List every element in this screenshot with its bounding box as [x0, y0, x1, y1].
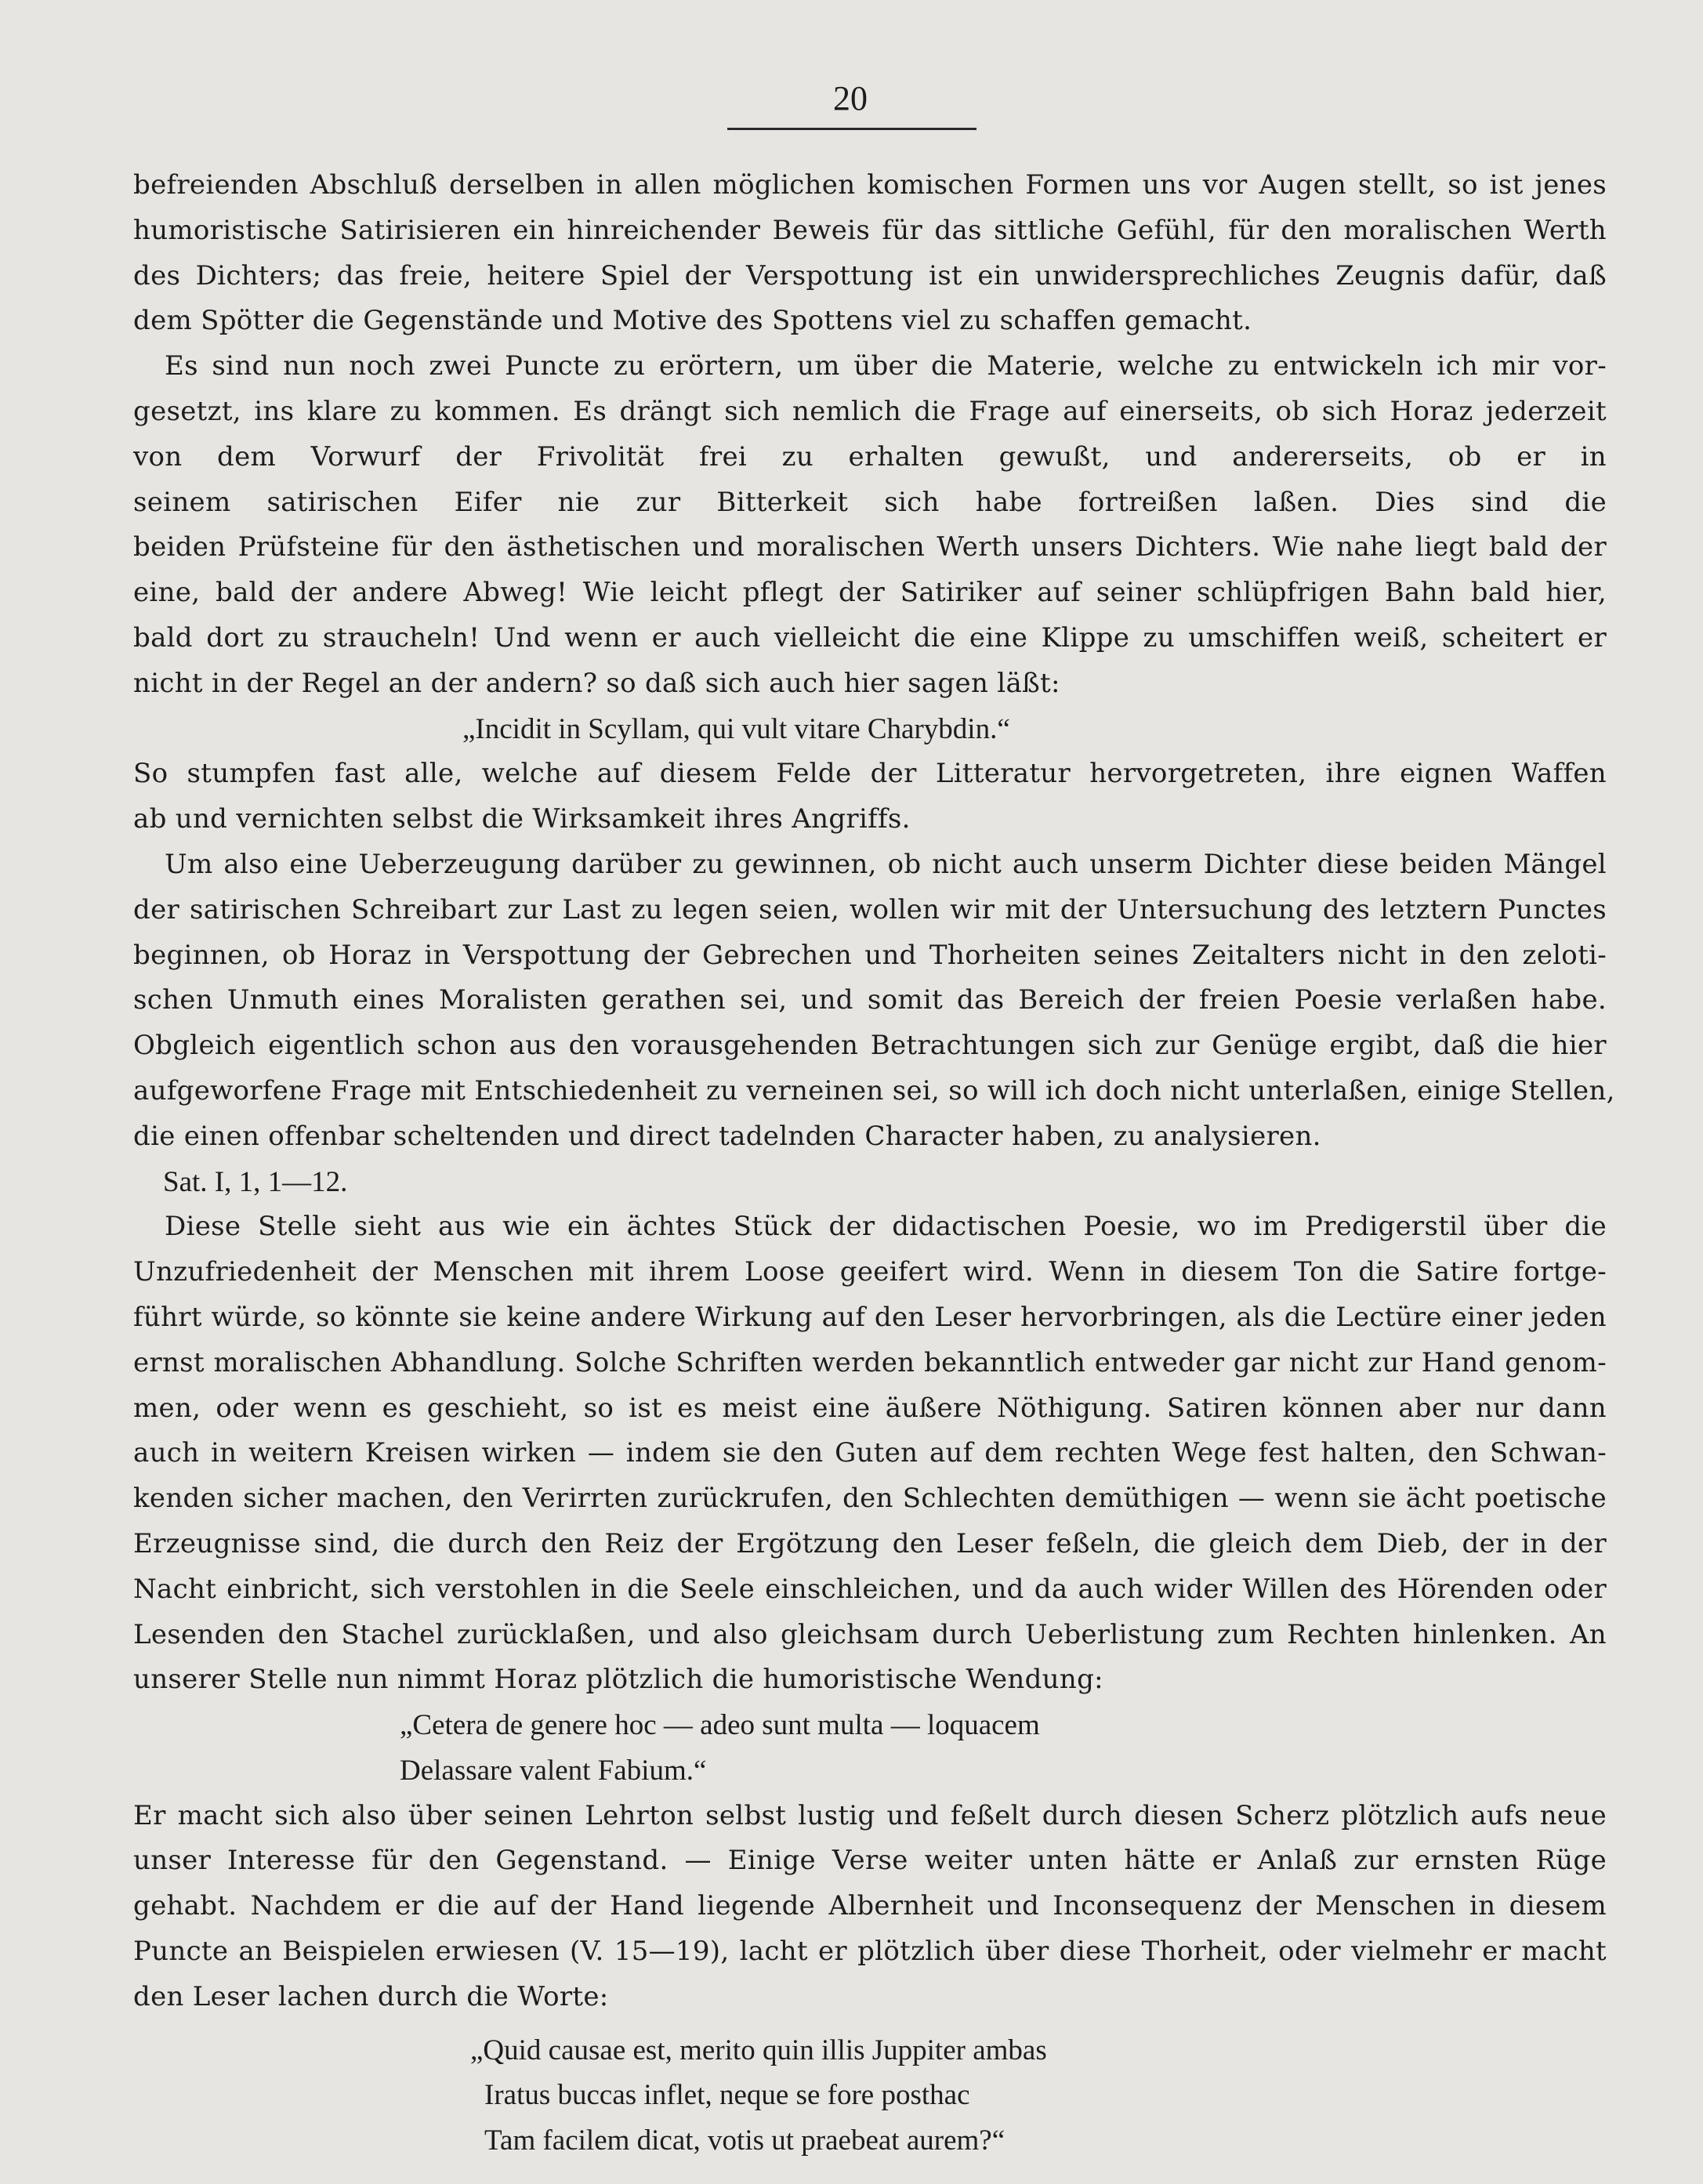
- text-line: humoristische Satirisieren ein hinreichender Beweis für das sittliche Gefühl, für den moralischen Werth: [133, 214, 1607, 246]
- text-line: Puncte an Beispielen erwiesen (V. 15—19), lacht er plötzlich über diese Thorheit, oder vielmehr er macht: [133, 1936, 1607, 1968]
- text-line: beginnen, ob Horaz in Verspottung der Gebrechen und Thorheiten seines Zeitalters nicht in den zeloti-: [133, 939, 1607, 971]
- text-line: bald dort zu straucheln! Und wenn er auch vielleicht die eine Klippe zu umschiffen weiß, scheitert er: [133, 621, 1607, 654]
- citation-line: Sat. I, 1, 1—12.: [163, 1165, 348, 1198]
- text-line: men, oder wenn es geschieht, so ist es meist eine äußere Nöthigung. Satiren können aber nur dann: [133, 1392, 1607, 1424]
- latin-quote-line: „Cetera de genere hoc — adeo sunt multa — loquacem: [400, 1709, 1040, 1742]
- text-line: Es sind nun noch zwei Puncte zu erörtern, um über die Materie, welche zu entwickeln ich mir vor-: [165, 350, 1607, 382]
- text-line: Unzufriedenheit der Menschen mit ihrem Loose geeifert wird. Wenn in diesem Ton die Satire fortge-: [133, 1256, 1607, 1288]
- latin-quote-line: Iratus buccas inflet, neque se fore posthac: [484, 2079, 970, 2112]
- text-line: führt würde, so könnte sie keine andere Wirkung auf den Leser hervorbringen, als die Lectüre einer jeden: [133, 1301, 1607, 1333]
- text-line: der satirischen Schreibart zur Last zu legen seien, wollen wir mit der Untersuchung des letztern Punctes: [133, 893, 1607, 925]
- page-number: 20: [833, 79, 868, 118]
- text-line: Um also eine Ueberzeugung darüber zu gewinnen, ob nicht auch unserm Dichter diese beiden Mängel: [165, 848, 1607, 880]
- text-line: So stumpfen fast alle, welche auf diesem Felde der Litteratur hervorgetreten, ihre eignen Waffen: [133, 758, 1607, 790]
- text-line: nicht in der Regel an der andern? so daß sich auch hier sagen läßt:: [133, 667, 1060, 699]
- body-text: [133, 163, 1615, 2164]
- text-line: dem Spötter die Gegenstände und Motive des Spottens viel zu schaffen gemacht.: [133, 305, 1252, 337]
- text-line: eine, bald der andere Abweg! Wie leicht pflegt der Satiriker auf seiner schlüpfrigen Bahn bald hier,: [133, 577, 1607, 609]
- text-line: von dem Vorwurf der Frivolität frei zu erhalten gewußt, und andererseits, ob er in: [133, 440, 1607, 473]
- text-line: kenden sicher machen, den Verirrten zurückrufen, den Schlechten demüthigen — wenn sie ächt poetische: [133, 1483, 1607, 1515]
- text-line: unserer Stelle nun nimmt Horaz plötzlich die humoristische Wendung:: [133, 1664, 1103, 1696]
- text-line: auch in weitern Kreisen wirken — indem sie den Guten auf dem rechten Wege fest halten, den Schwan-: [133, 1437, 1607, 1469]
- text-line: gesetzt, ins klare zu kommen. Es drängt sich nemlich die Frage auf einerseits, ob sich Horaz jederzeit: [133, 395, 1607, 427]
- text-line: befreienden Abschluß derselben in allen möglichen komischen Formen uns vor Augen stellt, so ist jenes: [133, 169, 1607, 201]
- text-line: schen Unmuth eines Moralisten gerathen sei, und somit das Bereich der freien Poesie verlaßen habe.: [133, 984, 1607, 1016]
- latin-quote-line: Tam facilem dicat, votis ut praebeat aurem?“: [484, 2124, 1005, 2157]
- text-line: Erzeugnisse sind, die durch den Reiz der Ergötzung den Leser feßeln, die gleich dem Dieb, der in der: [133, 1527, 1607, 1559]
- text-line: gehabt. Nachdem er die auf der Hand liegende Albernheit und Inconsequenz der Menschen in diesem: [133, 1890, 1607, 1922]
- text-line: den Leser lachen durch die Worte:: [133, 1980, 609, 2012]
- text-line: Lesenden den Stachel zurücklaßen, und also gleichsam durch Ueberlistung zum Rechten hinlenken. An: [133, 1618, 1607, 1650]
- text-line: Diese Stelle sieht aus wie ein ächtes Stück der didactischen Poesie, wo im Predigerstil über die: [165, 1211, 1607, 1243]
- text-line: beiden Prüfsteine für den ästhetischen und moralischen Werth unsers Dichters. Wie nahe liegt bald der: [133, 531, 1607, 563]
- text-line: Obgleich eigentlich schon aus den vorausgehenden Betrachtungen sich zur Genüge ergibt, daß die hier: [133, 1030, 1607, 1062]
- text-line: ernst moralischen Abhandlung. Solche Schriften werden bekanntlich entweder gar nicht zur Hand genom-: [133, 1346, 1607, 1378]
- text-line: Nacht einbricht, sich verstohlen in die Seele einschleichen, und da auch wider Willen des Hörenden oder: [133, 1573, 1607, 1605]
- text-line: Er macht sich also über seinen Lehrton selbst lustig und feßelt durch diesen Scherz plötzlich aufs neue: [133, 1799, 1607, 1831]
- text-line: seinem satirischen Eifer nie zur Bitterkeit sich habe fortreißen laßen. Dies sind die: [133, 486, 1607, 518]
- text-line: unser Interesse für den Gegenstand. — Einige Verse weiter unten hätte er Anlaß zur ernsten Rüge: [133, 1845, 1607, 1877]
- latin-quote-line: Delassare valent Fabium.“: [400, 1754, 707, 1787]
- header-rule: [727, 128, 977, 130]
- text-line: aufgeworfene Frage mit Entschiedenheit zu verneinen sei, so will ich doch nicht unterlaßen, einige Stellen,: [133, 1074, 1615, 1106]
- latin-quote-line: „Quid causae est, merito quin illis Juppiter ambas: [470, 2034, 1047, 2066]
- latin-quote-line: „Incidit in Scyllam, qui vult vitare Charybdin.“: [462, 712, 1010, 745]
- text-line: die einen offenbar scheltenden und direct tadelnden Character haben, zu analysieren.: [133, 1120, 1321, 1152]
- text-line: ab und vernichten selbst die Wirksamkeit ihres Angriffs.: [133, 803, 911, 835]
- text-line: des Dichters; das freie, heitere Spiel der Verspottung ist ein unwidersprechliches Zeugnis dafür, daß: [133, 259, 1607, 292]
